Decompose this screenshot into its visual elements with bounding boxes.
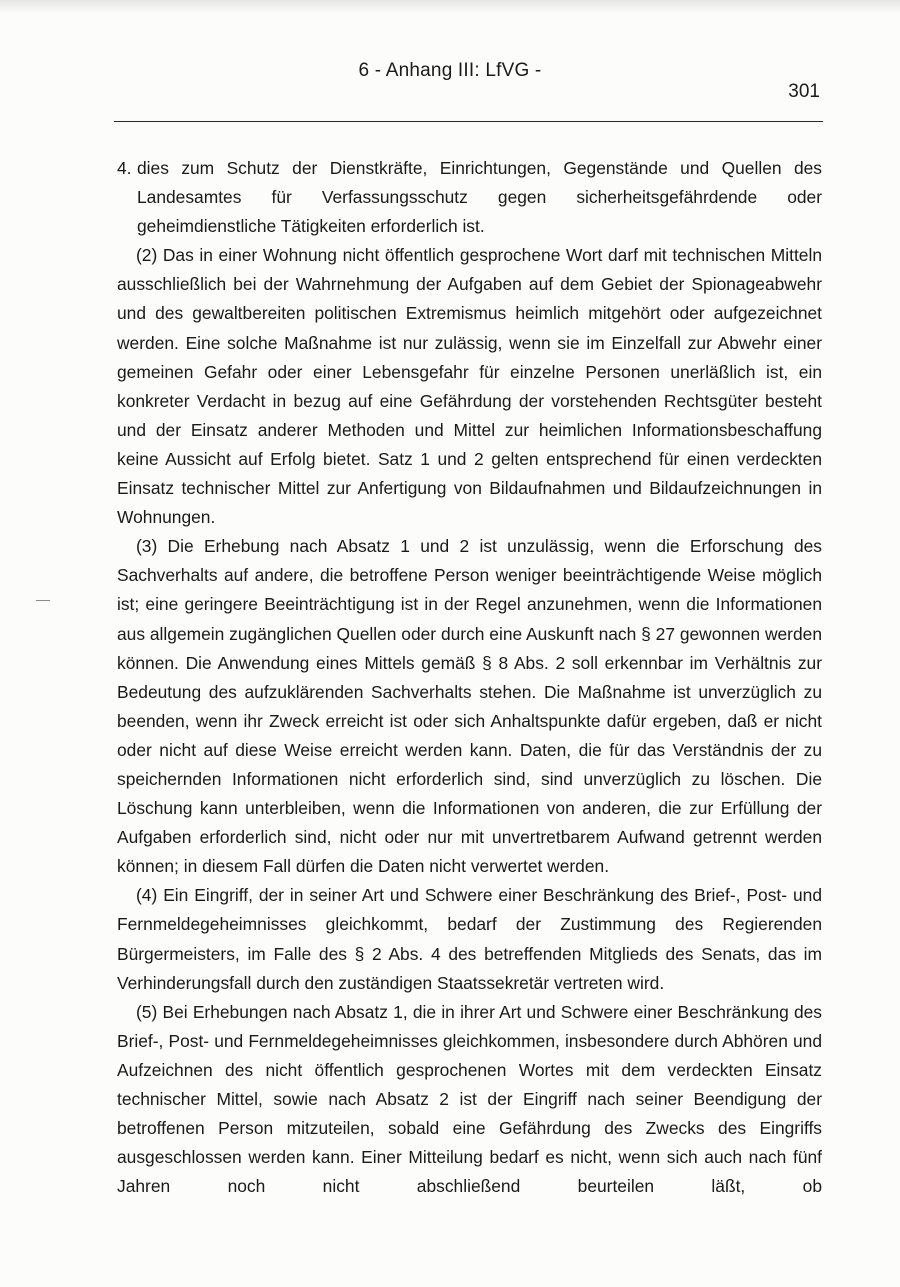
margin-mark (36, 600, 50, 601)
paragraph-4: (4) Ein Eingriff, der in seiner Art und Schwere einer Beschränkung des Brief-, Post- und Fernmeldegeheimnisses gleichkommt, bedarf der Zustimmung des Regierenden Bürgermeisters, im Falle des § 2 Abs. 4 des betreffenden Mitglieds des Senats, das im Verhinderungsfall durch den zuständigen Staatssekretär vertreten wird. (117, 885, 822, 993)
page-number: 301 (788, 81, 820, 102)
paragraph-5: (5) Bei Erhebungen nach Absatz 1, die in ihrer Art und Schwere einer Beschränkung des Brief-, Post- und Fernmeldegeheimnisses gleichkommen, insbesondere durch Abhören und Aufzeichnen des nicht öffentlich gesprochenen Wortes mit dem verdeckten Einsatz technischer Mittel, sowie nach Absatz 2 ist der Eingriff nach seiner Beendigung der betroffenen Person mitzuteilen, sobald eine Gefährdung des Zwecks des Eingriffs ausgeschlossen werden kann. Einer Mitteilung bedarf es nicht, wenn sich auch nach fünf Jahren noch nicht abschließend beurteilen läßt, ob (117, 1001, 822, 1197)
header-divider (114, 121, 823, 122)
scan-edge-shadow (0, 0, 900, 14)
list-item-text: dies zum Schutz der Dienstkräfte, Einrichtungen, Gegenstände und Quellen des Landesamtes für Verfassungsschutz gegen sicherheitsgefährdende oder geheimdienstliche Tätigkeiten erforderlich ist. (137, 158, 822, 237)
document-body (117, 154, 822, 1201)
running-header-title: 6 - Anhang III: LfVG - (358, 60, 542, 81)
paragraph-2: (2) Das in einer Wohnung nicht öffentlich gesprochene Wort darf mit technischen Mitteln ausschließlich bei der Wahrnehmung der Aufgaben auf dem Gebiet der Spionageabwehr und des gewaltbereiten politischen Extremismus heimlich mitgehört oder aufgezeichnet werden. Eine solche Maßnahme ist nur zulässig, wenn sie im Einzelfall zur Abwehr einer gemeinen Gefahr oder einer Lebensgefahr für einzelne Personen unerläßlich ist, ein konkreter Verdacht in bezug auf eine Gefährdung der vorstehenden Rechtsgüter besteht und der Einsatz anderer Methoden und Mittel zur heimlichen Informationsbeschaffung keine Aussicht auf Erfolg bietet. Satz 1 und 2 gelten entsprechend für einen verdeckten Einsatz technischer Mittel zur Anfertigung von Bildaufnahmen und Bildaufzeichnungen in Wohnungen. (117, 245, 822, 528)
list-item-number: 4. (117, 158, 132, 178)
paragraph-3: (3) Die Erhebung nach Absatz 1 und 2 ist unzulässig, wenn die Erforschung des Sachverhalts auf andere, die betroffene Person weniger beeinträchtigende Weise möglich ist; eine geringere Beeinträchtigung ist in der Regel anzunehmen, wenn die Informationen aus allgemein zugänglichen Quellen oder durch eine Auskunft nach § 27 gewonnen werden können. Die Anwendung eines Mittels gemäß § 8 Abs. 2 soll erkennbar im Verhältnis zur Bedeutung des aufzuklärenden Sachverhalts stehen. Die Maßnahme ist unverzüglich zu beenden, wenn ihr Zweck erreicht ist oder sich Anhaltspunkte dafür ergeben, daß er nicht oder nicht auf diese Weise erreicht werden kann. Daten, die für das Verständnis der zu speichernden Informationen nicht erforderlich sind, sind unverzüglich zu löschen. Die Löschung kann unterbleiben, wenn die Informationen von anderen, die zur Erfüllung der Aufgaben erforderlich sind, nicht oder nur mit unvertretbarem Aufwand getrennt werden können; in diesem Fall dürfen die Daten nicht verwertet werden. (117, 536, 822, 877)
list-item-4 (117, 154, 822, 241)
